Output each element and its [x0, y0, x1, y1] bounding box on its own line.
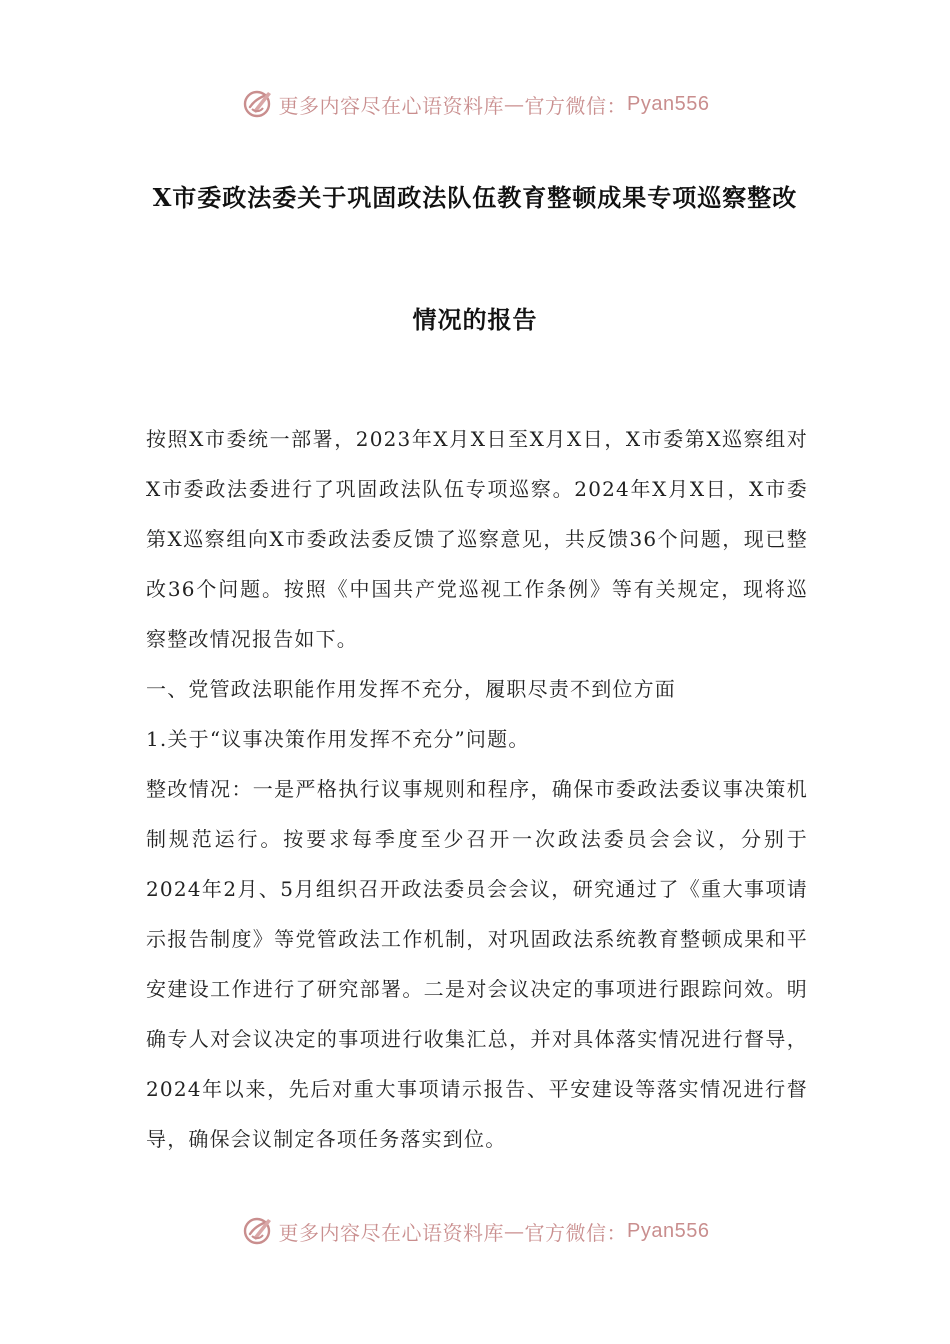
paragraph-rectification: 整改情况：一是严格执行议事规则和程序，确保市委政法委议事决策机制规范运行。按要求每季度至少召开一次政法委员会会议，分别于2024年2月、5月组织召开政法委员会会议，研究通过了《重大事项请示报告制度》等党管政法工作机制，对巩固政法系统教育整顿成果和平安建设工作进行了研究部署。二是对会议决定的事项进行跟踪问效。明确专人对会议决定的事项进行收集汇总，并对具体落实情况进行督导，2024年以来，先后对重大事项请示报告、平安建设等落实情况进行督导，确保会议制定各项任务落实到位。: [146, 777, 808, 1151]
item-heading-1: 1.关于“议事决策作用发挥不充分”问题。: [146, 727, 530, 751]
watermark-banner-top: [0, 84, 950, 124]
document-title-line-1: X市委政法委关于巩固政法队伍教育整顿成果专项巡察整改: [152, 183, 798, 212]
banner-wechat-id: Pyan556: [627, 92, 710, 115]
banner-dash: —: [504, 1219, 525, 1243]
pen-logo-icon: [241, 1214, 275, 1248]
document-body: [146, 414, 808, 1164]
banner-main-text: 更多内容尽在心语资料库: [278, 1220, 505, 1245]
banner-main-text: 更多内容尽在心语资料库: [278, 93, 505, 118]
banner-wechat-id: Pyan556: [627, 1219, 710, 1242]
banner-sub-text: 官方微信：: [524, 1220, 628, 1245]
watermark-banner-bottom: [0, 1211, 950, 1251]
section-heading-1: 一、党管政法职能作用发挥不充分，履职尽责不到位方面: [146, 677, 676, 701]
document-title-line-2: 情况的报告: [412, 305, 538, 334]
pen-logo-icon: [241, 87, 275, 121]
paragraph-intro: 按照X市委统一部署，2023年X月X日至X月X日，X市委第X巡察组对X市委政法委进行了巩固政法队伍专项巡察。2024年X月X日，X市委第X巡察组向X市委政法委反馈了巡察意见，共反馈36个问题，现已整改36个问题。按照《中国共产党巡视工作条例》等有关规定，现将巡察整改情况报告如下。: [146, 427, 808, 651]
banner-dash: —: [504, 92, 525, 116]
banner-sub-text: 官方微信：: [524, 93, 628, 118]
